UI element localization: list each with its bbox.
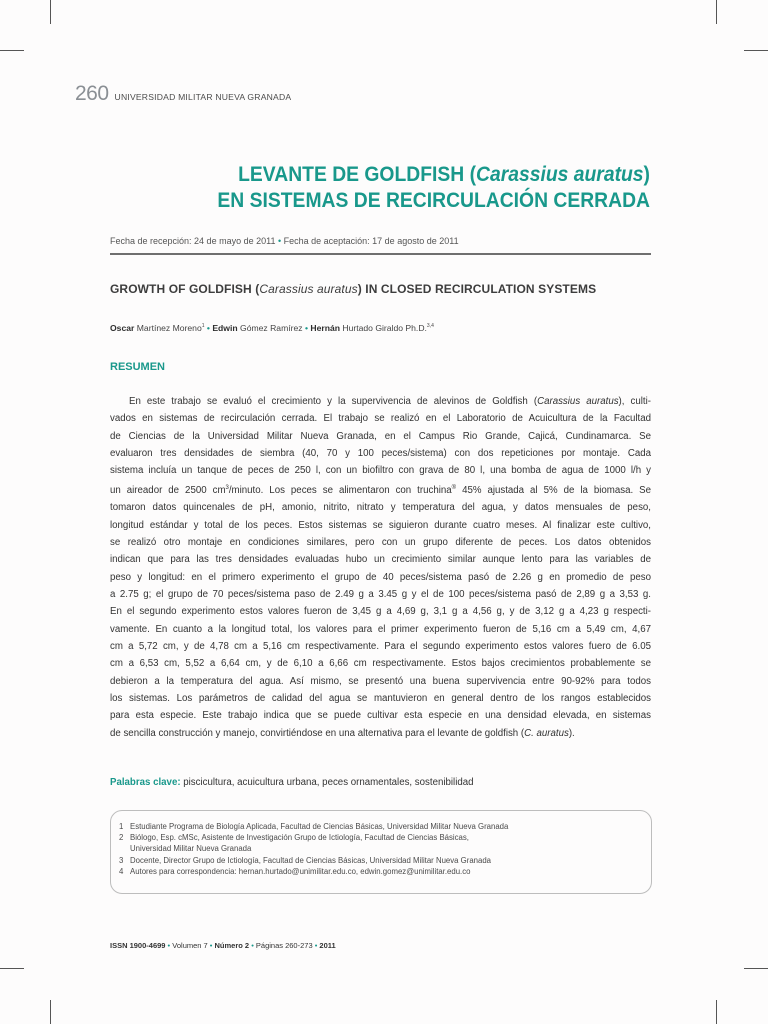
author-separator: • bbox=[302, 323, 311, 333]
abstract-text: En este trabajo se evaluó el crecimiento y la supervivencia de alevinos de Goldfish ( bbox=[129, 396, 538, 407]
footnote-text: Docente, Director Grupo de Ictiología, Facultad de Ciencias Básicas, Universidad Militar Nueva Granada bbox=[130, 855, 491, 865]
footnote-number bbox=[119, 843, 130, 854]
title-species: Carassius auratus bbox=[476, 163, 644, 186]
footnote-number: 1 bbox=[119, 822, 124, 831]
footnote-number: 4 bbox=[119, 866, 124, 876]
abstract-line bbox=[110, 725, 651, 742]
abstract-species: C. auratus bbox=[524, 727, 569, 739]
journal-name: UNIVERSIDAD MILITAR NUEVA GRANADA bbox=[114, 92, 292, 102]
issn: ISSN 1900-4699 bbox=[110, 941, 166, 950]
page-footer bbox=[110, 941, 336, 950]
title-line2: EN SISTEMAS DE RECIRCULACIÓN CERRADA bbox=[217, 189, 650, 212]
abstract bbox=[110, 393, 651, 742]
footer-separator: • bbox=[249, 941, 256, 950]
author-first: Edwin bbox=[212, 323, 238, 333]
footnote-text: Biólogo, Esp. cMSc, Asistente de Investigación Grupo de Ictiología, Facultad de Ciencias Básicas, bbox=[130, 833, 469, 843]
received-date: Fecha de recepción: 24 de mayo de 2011 bbox=[110, 236, 276, 246]
footnote-number: 3 bbox=[119, 855, 124, 865]
dates-separator: • bbox=[275, 236, 284, 246]
footnote bbox=[119, 832, 508, 843]
year: 2011 bbox=[319, 941, 336, 950]
title-line1-suffix: ) bbox=[643, 163, 650, 186]
abstract-line: cm a 6,53 cm, 5,52 a 6,64 cm, y de 6,10 a 6,66 cm respectivamente. Estos bajos crecimientos probablemente se bbox=[110, 658, 651, 670]
abstract-line bbox=[110, 480, 651, 500]
abstract-text: un aireador de 2500 cm bbox=[110, 484, 226, 496]
keywords-label: Palabras clave: bbox=[110, 777, 181, 788]
abstract-line: se realizó otro montaje en condiciones similares, pero con un grupo diferente de peces. Los datos obtenidos bbox=[110, 536, 651, 548]
author-first: Oscar bbox=[110, 323, 135, 333]
author-separator: • bbox=[204, 323, 213, 333]
page-number: 260 bbox=[75, 82, 109, 105]
english-title-suffix: ) IN CLOSED RECIRCULATION SYSTEMS bbox=[357, 282, 597, 296]
issue-number: Número 2 bbox=[214, 941, 250, 950]
footnote bbox=[119, 855, 508, 866]
footnote-text: Autores para correspondencia: hernan.hurtado@unimilitar.edu.co, edwin.gomez@unimilitar.edu.co bbox=[130, 866, 471, 876]
abstract-line: de Ciencias de la Universidad Militar Nueva Granada, en el Campus Rio Grande, Cajicá, Cundinamarca. Se bbox=[110, 430, 651, 442]
resumen-heading: RESUMEN bbox=[110, 361, 166, 373]
crop-mark bbox=[716, 0, 717, 24]
dates-line bbox=[110, 236, 459, 246]
footer-separator: • bbox=[165, 941, 173, 950]
author-last: Hurtado Giraldo Ph.D. bbox=[339, 323, 427, 333]
abstract-line: a 2.75 g; el grupo de 70 peces/sistema paso de 2.49 g a 3.45 g y el de 100 peces/sistema pasó de 2,89 g a 3,53 g. bbox=[110, 589, 651, 601]
author-first: Hernán bbox=[310, 323, 340, 333]
keywords-text: piscicultura, acuicultura urbana, peces ornamentales, sostenibilidad bbox=[180, 777, 474, 788]
english-title-prefix: GROWTH OF GOLDFISH ( bbox=[110, 282, 260, 296]
abstract-text: /minuto. Los peces se alimentaron con truchina bbox=[228, 484, 452, 496]
article-title bbox=[153, 162, 650, 214]
author-last: Martínez Moreno bbox=[134, 323, 202, 333]
abstract-line: En el segundo experimento estos valores fueron de 3,45 g a 4,69 g, 3,1 g a 4,56 g, y de 3,12 g a 4,23 g respecti- bbox=[110, 606, 651, 618]
crop-mark bbox=[50, 1000, 51, 1024]
english-title-species: Carassius auratus bbox=[259, 282, 358, 296]
crop-mark bbox=[744, 968, 768, 969]
abstract-line: tomaron datos quincenales de pH, amonio, nitrito, nitrato y temperatura del agua, y datos mensuales de peso, bbox=[110, 502, 651, 514]
footnote bbox=[119, 843, 508, 854]
author-last: Gómez Ramírez bbox=[237, 323, 303, 333]
abstract-superscript: ® bbox=[451, 484, 457, 491]
abstract-text: de sencilla construcción y manejo, convirtiéndose en una alternativa para el levante de goldfish ( bbox=[110, 727, 525, 739]
pages: Páginas 260-273 bbox=[255, 941, 313, 950]
accepted-date: Fecha de aceptación: 17 de agosto de 2011 bbox=[283, 236, 459, 246]
crop-mark bbox=[0, 50, 24, 51]
abstract-line: longitud estándar y total de los peces. Estos sistemas se siguieron durante cuatro meses. Al finalizar este cultivo, bbox=[110, 519, 651, 531]
abstract-line: los sistemas. Los parámetros de calidad del agua se mantuvieron en general dentro de los rangos establecidos bbox=[110, 693, 651, 705]
abstract-line: debieron a la temperatura del agua. Así mismo, se presentó una buena supervivencia entre 90-92% para todos bbox=[110, 675, 651, 687]
running-head bbox=[75, 82, 291, 106]
abstract-line: vamente. En cuanto a la longitud total, los valores para el primer experimento fueron de 5,16 cm a 5,49 cm, 4,67 bbox=[110, 623, 651, 635]
footnote-text: Estudiante Programa de Biología Aplicada, Facultad de Ciencias Básicas, Universidad Militar Nueva Granada bbox=[130, 822, 509, 831]
crop-mark bbox=[0, 968, 24, 969]
keywords bbox=[110, 777, 474, 788]
abstract-line: sistema incluía un tanque de peces de 250 l, con un biofiltro con grava de 80 l, una bomba de agua de 1000 l/h y bbox=[110, 465, 651, 477]
footnote-text: Universidad Militar Nueva Granada bbox=[130, 844, 252, 854]
abstract-line: cm a 5,72 cm, y de 4,78 cm a 5,16 cm respectivamente. Para el segundo experimento estos valores fuero de 6.05 bbox=[110, 641, 651, 653]
abstract-text: ), culti- bbox=[618, 396, 651, 407]
author-list bbox=[110, 323, 434, 333]
abstract-text: ). bbox=[568, 727, 575, 739]
footer-separator: • bbox=[312, 941, 320, 950]
abstract-superscript: 3 bbox=[225, 484, 229, 491]
abstract-species: Carassius auratus bbox=[537, 396, 619, 407]
crop-mark bbox=[50, 0, 51, 24]
abstract-line: vados en sistemas de recirculación cerrada. El trabajo se realizó en el Laboratorio de Acuicultura de la Facultad bbox=[110, 413, 651, 425]
footer-separator: • bbox=[207, 941, 215, 950]
abstract-line: peso y longitud: en el primero experimento el grupo de 40 peces/sistema pasó de 2.26 g en promedio de peso bbox=[110, 571, 651, 583]
english-title bbox=[110, 282, 596, 296]
crop-mark bbox=[716, 1000, 717, 1024]
footnotes-list bbox=[119, 821, 508, 877]
author-affiliation: 3,4 bbox=[426, 323, 434, 330]
footnote-number: 2 bbox=[119, 833, 124, 843]
crop-mark bbox=[744, 50, 768, 51]
volume: Volumen 7 bbox=[172, 941, 208, 950]
abstract-text: 45% ajustada al 5% de la biomasa. Se bbox=[456, 484, 652, 496]
footnote bbox=[119, 821, 508, 832]
abstract-line: para esta especie. Este trabajo indica que se puede cultivar esta especie en una densidad elevada, en sistemas bbox=[110, 710, 651, 722]
abstract-line bbox=[110, 393, 651, 410]
title-rule bbox=[110, 253, 651, 255]
title-line1: LEVANTE DE GOLDFISH ( bbox=[238, 163, 477, 186]
author-affiliation: 1 bbox=[201, 323, 205, 330]
abstract-line: evaluaron tres densidades de siembra (40, 70 y 100 peces/sistema) con dos repeticiones por montaje. Cada bbox=[110, 448, 651, 460]
footnote bbox=[119, 866, 508, 877]
abstract-line: indican que para las tres densidades evaluadas hubo un crecimiento similar aunque lento para las variables de bbox=[110, 554, 651, 566]
